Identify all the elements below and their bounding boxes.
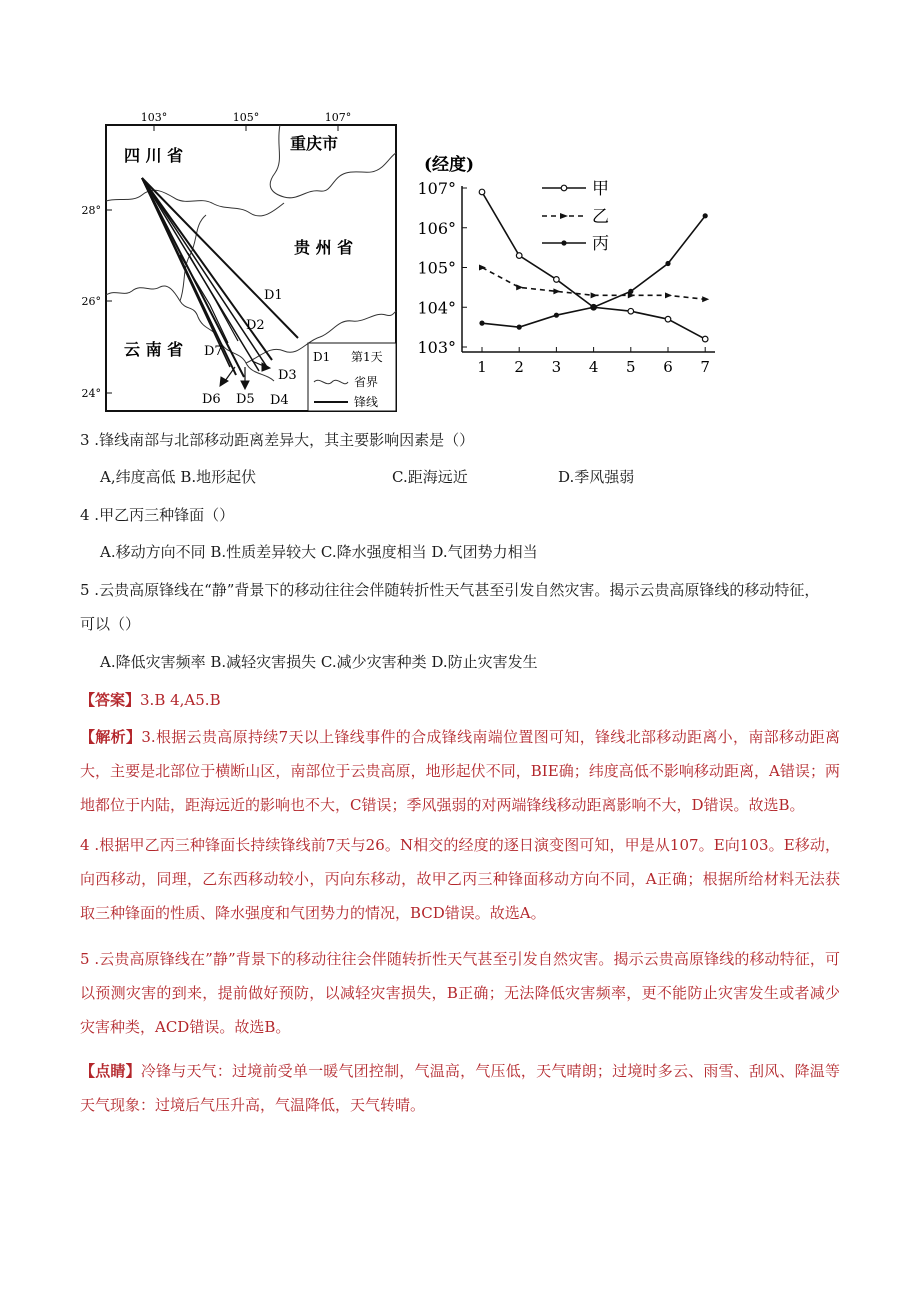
data-point <box>628 289 633 294</box>
x-tick-label: 3 <box>551 358 562 376</box>
question-4-options: A.移动方向不同 B.性质差异较大 C.降水强度相当 D.气团势力相当 <box>100 543 538 561</box>
question-3-option-c: C.距海远近 <box>392 468 468 486</box>
chart-title: (经度) <box>424 155 475 175</box>
x-tick-label: 7 <box>700 358 710 376</box>
chart-legend <box>542 179 609 254</box>
lat-label: 24° <box>81 387 101 400</box>
y-tick-label: 103° <box>417 338 456 357</box>
analysis-tag: 【解析】 <box>80 728 142 746</box>
question-3-stem: 3 .锋线南部与北部移动距离差异大，其主要影响因素是（） <box>80 431 475 449</box>
analysis-p3 <box>80 720 840 822</box>
map-legend <box>308 343 396 411</box>
dianjing-text: 冷锋与天气：过境前受单一暖气团控制，气温高，气压低，天气晴朗；过境时多云、雨雪、刮风、降温等天气现象：过境后气压升高，气温降低，天气转晴。 <box>80 1062 840 1114</box>
lon-label: 103° <box>140 111 168 124</box>
data-point <box>591 292 598 298</box>
question-5-stem-cont: 可以（） <box>80 615 141 633</box>
x-tick-label: 5 <box>626 358 636 376</box>
region-chongqing: 重庆市 <box>290 134 339 153</box>
region-guizhou: 贵 州 省 <box>294 238 354 257</box>
map-figure <box>70 105 415 415</box>
lon-label: 105° <box>232 111 260 124</box>
y-tick-label: 105° <box>417 258 456 278</box>
analysis-p5: 5 .云贵高原锋线在”静”背景下的移动往往会伴随转折性天气甚至引发自然灾害。揭示云贵高原锋线的移动特征，可以预测灾害的到来，提前做好预防，以减轻灾害损失，B正确；无法降低灾害频率，更不能防止灾害发生或者减少灾害种类，ACD错误。故选B。 <box>80 950 840 1036</box>
x-tick-label: 6 <box>663 358 673 376</box>
y-tick-label: 104° <box>417 298 456 318</box>
data-point <box>553 288 560 294</box>
answer-text: 3.B 4,A5.B <box>140 691 221 709</box>
data-point <box>516 284 523 290</box>
x-tick-label: 1 <box>477 358 487 376</box>
front-position-map <box>70 105 415 415</box>
data-point <box>665 261 670 266</box>
legend-border-text: 省界 <box>354 375 379 389</box>
y-tick-label: 106° <box>417 218 456 238</box>
data-point <box>517 325 522 330</box>
data-point <box>479 189 485 195</box>
lat-label: 28° <box>81 204 101 217</box>
longitude-chart <box>410 140 720 385</box>
front-label-d2: D2 <box>246 318 265 333</box>
question-3-option-d: D.季风强弱 <box>558 468 635 486</box>
answer-line <box>80 690 221 710</box>
data-point <box>591 305 596 310</box>
dianjing-tag: 【点睛】 <box>80 1062 141 1080</box>
legend-jia: 甲 <box>592 179 609 199</box>
lon-label: 107° <box>324 111 352 124</box>
longitude-chart-svg <box>410 140 720 385</box>
legend-front-text: 锋线 <box>354 395 379 409</box>
data-point <box>703 213 708 218</box>
question-5-options: A.降低灾害频率 B.减轻灾害损失 C.减少灾害种类 D.防止灾害发生 <box>100 653 538 671</box>
analysis-p3-text: 3.根据云贵高原持续7天以上锋线事件的合成锋线南端位置图可知，锋线北部移动距离小，南部移动距离大，主要是北部位于横断山区，南部位于云贵高原，地形起伏不同，BIE确；纬度高低不影响移动距离，A错误；两地都位于内陆，距海远近的影响也不大，C错误；季风强弱的对两端锋线移动距离影响不大，D错误。故选B。 <box>80 728 840 814</box>
question-3-option-ab: A,纬度高低 B.地形起伏 <box>100 468 257 486</box>
legend-d1-key: D1 <box>313 350 331 364</box>
data-point <box>479 321 484 326</box>
data-point <box>702 336 708 342</box>
legend-yi: 乙 <box>592 207 609 227</box>
data-point <box>554 277 560 283</box>
data-point <box>665 316 671 322</box>
front-label-d7: D7 <box>204 344 223 359</box>
data-point <box>516 253 522 259</box>
lat-label: 26° <box>81 295 101 308</box>
analysis-p4: 4 .根据甲乙丙三种锋面长持续锋线前7天与26。N相交的经度的逐日演变图可知，甲是从107。E向103。E移动，向西移动，同理，乙东西移动较小，丙向东移动，故甲乙丙三种锋面移动方向不同，A正确；根据所给材料无法获取三种锋面的性质、降水强度和气团势力的情况，BCD错误。故选A。 <box>80 836 840 922</box>
front-label-d5: D5 <box>236 392 255 407</box>
dianjing <box>80 1054 840 1122</box>
data-point <box>665 292 672 298</box>
front-label-d6: D6 <box>202 392 221 407</box>
data-point <box>628 308 634 314</box>
x-tick-label: 2 <box>514 358 524 376</box>
question-5-stem: 5 .云贵高原锋线在“静”背景下的移动往往会伴随转折性天气甚至引发自然灾害。揭示云贵高原锋线的移动特征， <box>80 581 820 599</box>
front-label-d3: D3 <box>278 368 297 383</box>
region-sichuan: 四 川 省 <box>124 146 184 165</box>
data-point <box>554 313 559 318</box>
question-4-stem: 4 .甲乙丙三种锋面（） <box>80 506 235 524</box>
legend-d1-text: 第1天 <box>351 350 383 364</box>
front-label-d4: D4 <box>270 393 289 408</box>
legend-bing: 丙 <box>592 234 609 254</box>
y-tick-label: 107° <box>417 179 456 198</box>
answer-tag: 【答案】 <box>80 691 141 709</box>
region-yunnan: 云 南 省 <box>124 340 184 359</box>
front-label-d1: D1 <box>264 288 283 303</box>
x-tick-label: 4 <box>588 358 599 376</box>
data-point <box>702 296 709 302</box>
